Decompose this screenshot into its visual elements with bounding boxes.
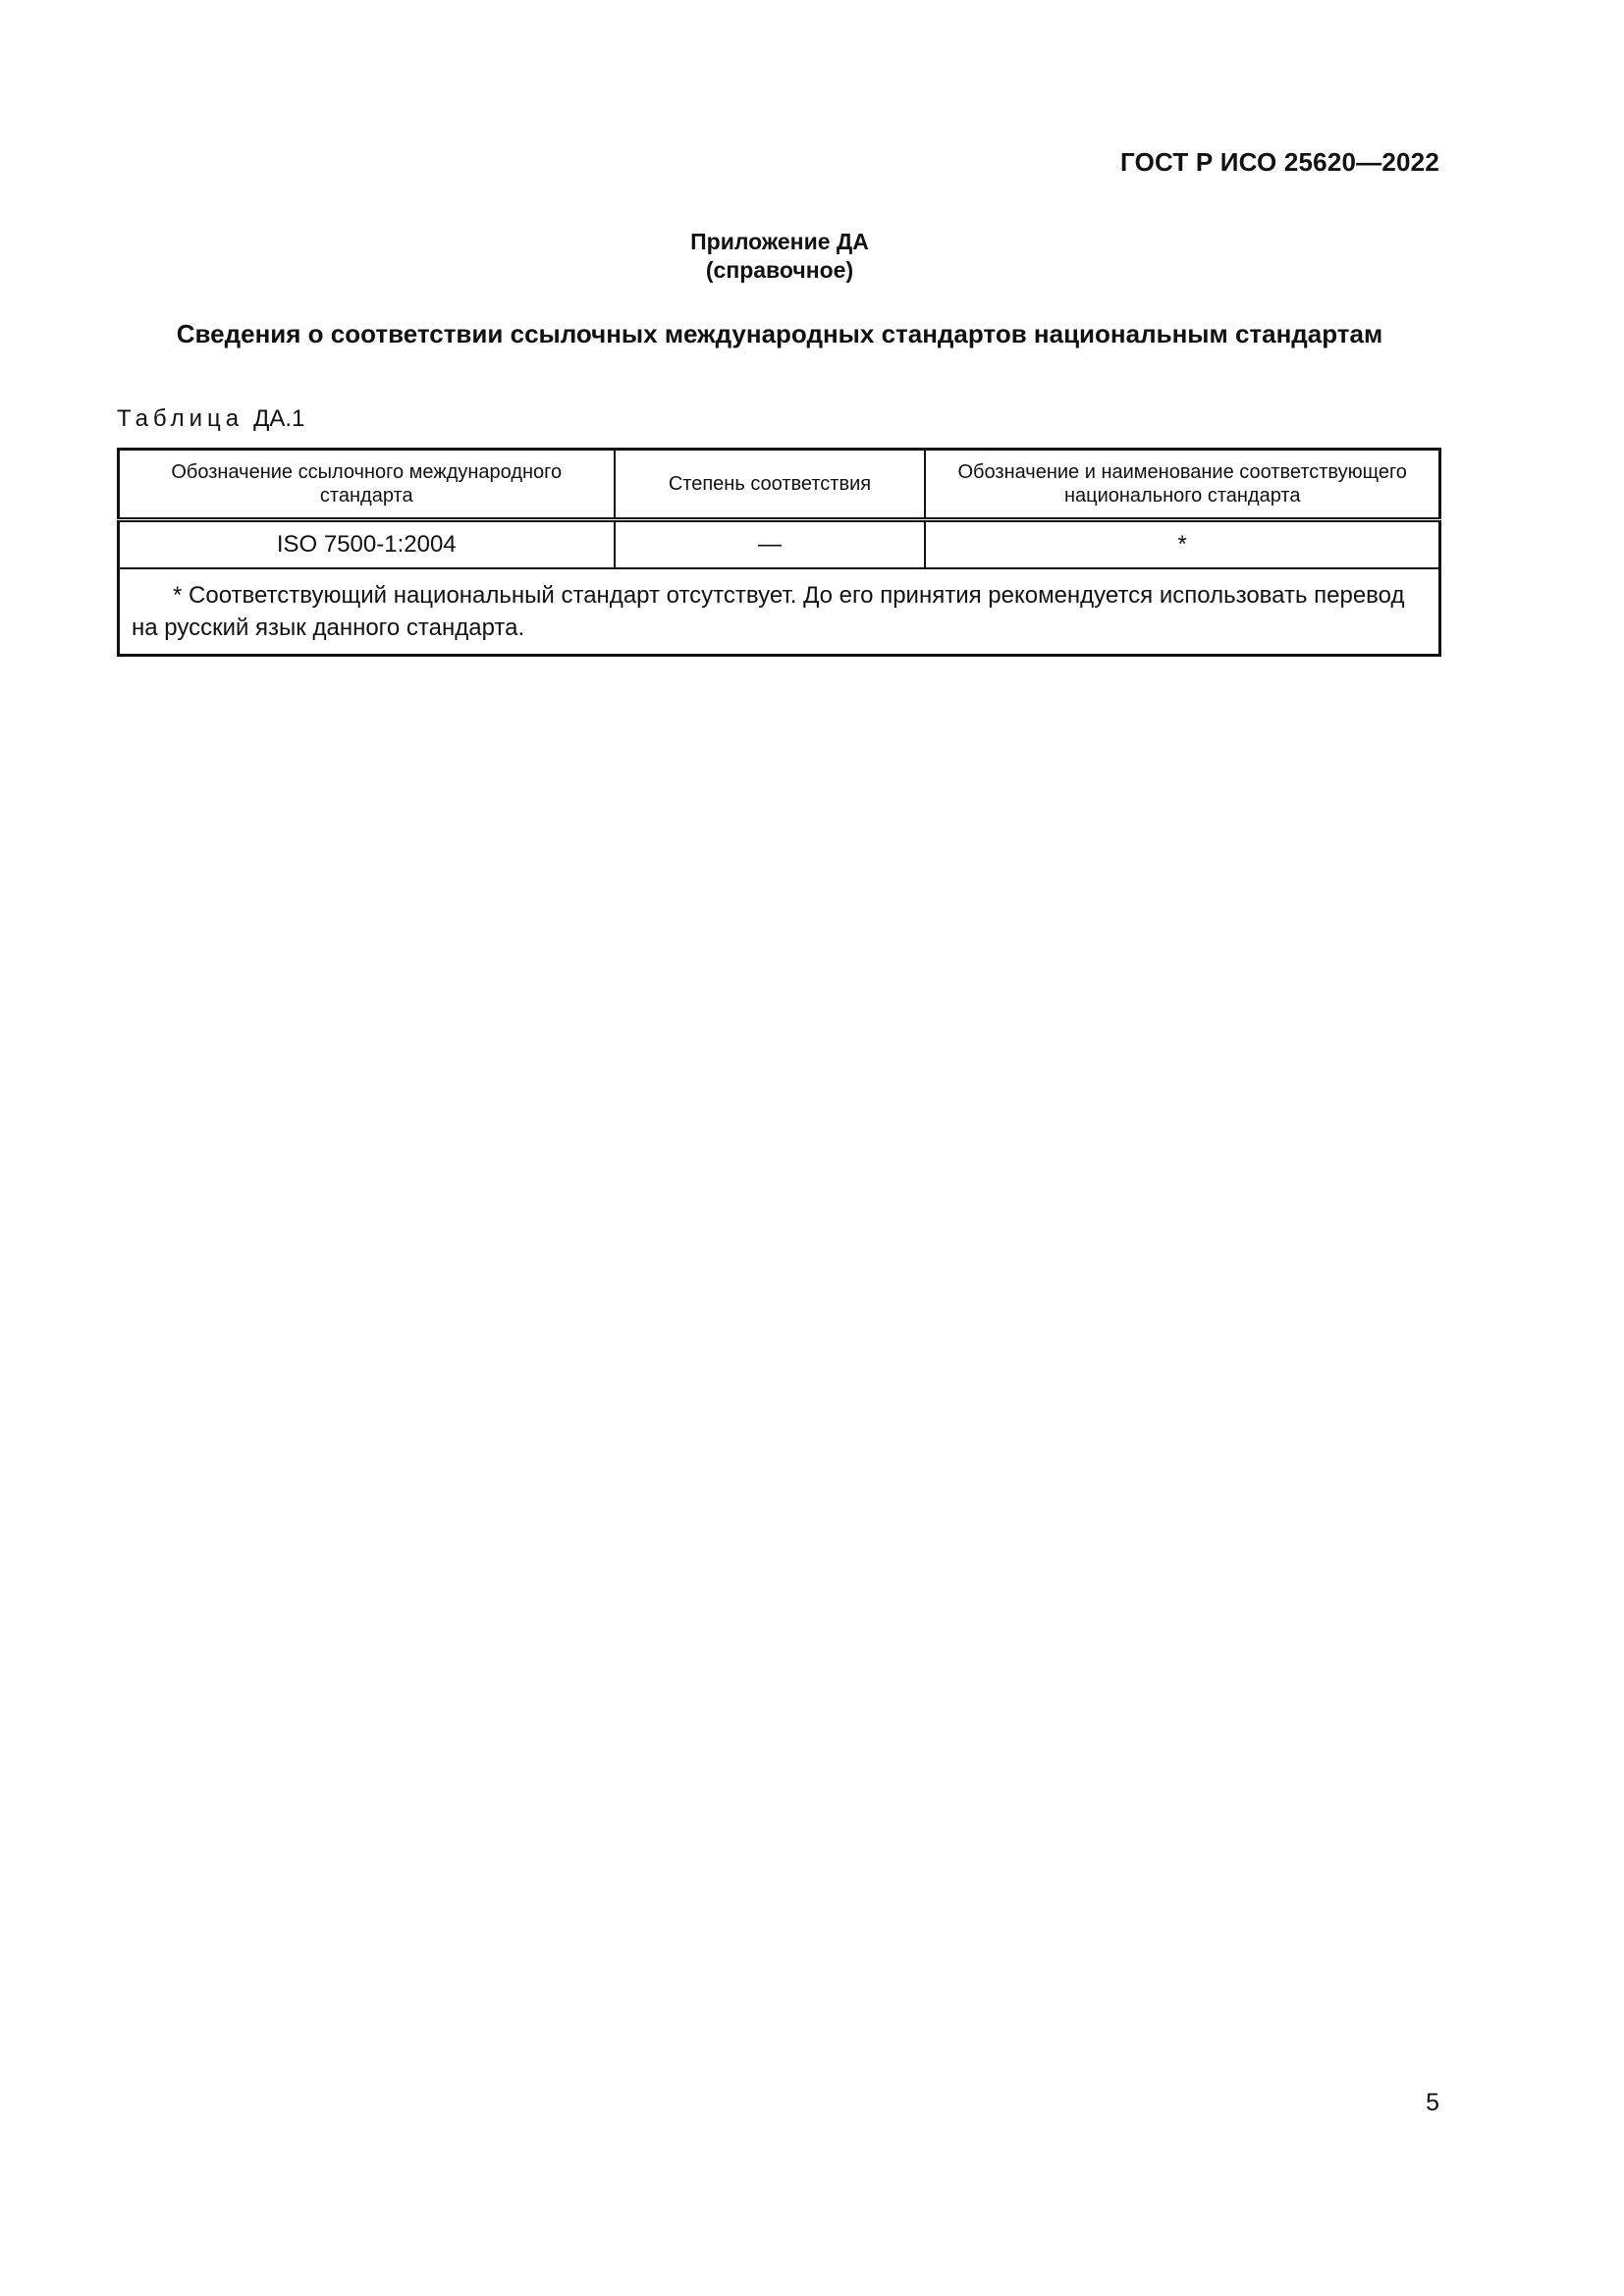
header-degree-of-correspondence: Степень соответствия [615, 450, 926, 520]
table-row [119, 520, 1440, 569]
cell-national-standard: * [925, 520, 1439, 569]
appendix-title: Приложение ДА [690, 229, 869, 254]
table-footnote: * Соответствующий национальный стандарт отсутствует. До его принятия рекомендуется использовать перевод на русский язык данного стандарта. [119, 568, 1440, 656]
page-number: 5 [1426, 2089, 1439, 2116]
section-title: Сведения о соответствии ссылочных международных стандартов национальным стандартам [176, 319, 1383, 348]
header-national-standard: Обозначение и наименование соответствующего национального стандарта [925, 450, 1439, 520]
correspondence-table [117, 448, 1441, 657]
table-note-row [119, 568, 1440, 656]
header-international-standard: Обозначение ссылочного международного стандарта [119, 450, 615, 520]
document-code: ГОСТ Р ИСО 25620—2022 [1119, 147, 1439, 177]
appendix-subtitle: (справочное) [705, 257, 854, 283]
cell-international-standard: ISO 7500-1:2004 [119, 520, 615, 569]
table-header-row [119, 450, 1440, 520]
table-caption [117, 405, 304, 433]
table-caption-word: Таблица [117, 405, 244, 432]
appendix-heading [0, 228, 1559, 285]
table-caption-number: ДА.1 [253, 405, 305, 432]
cell-degree-of-correspondence: — [615, 520, 926, 569]
